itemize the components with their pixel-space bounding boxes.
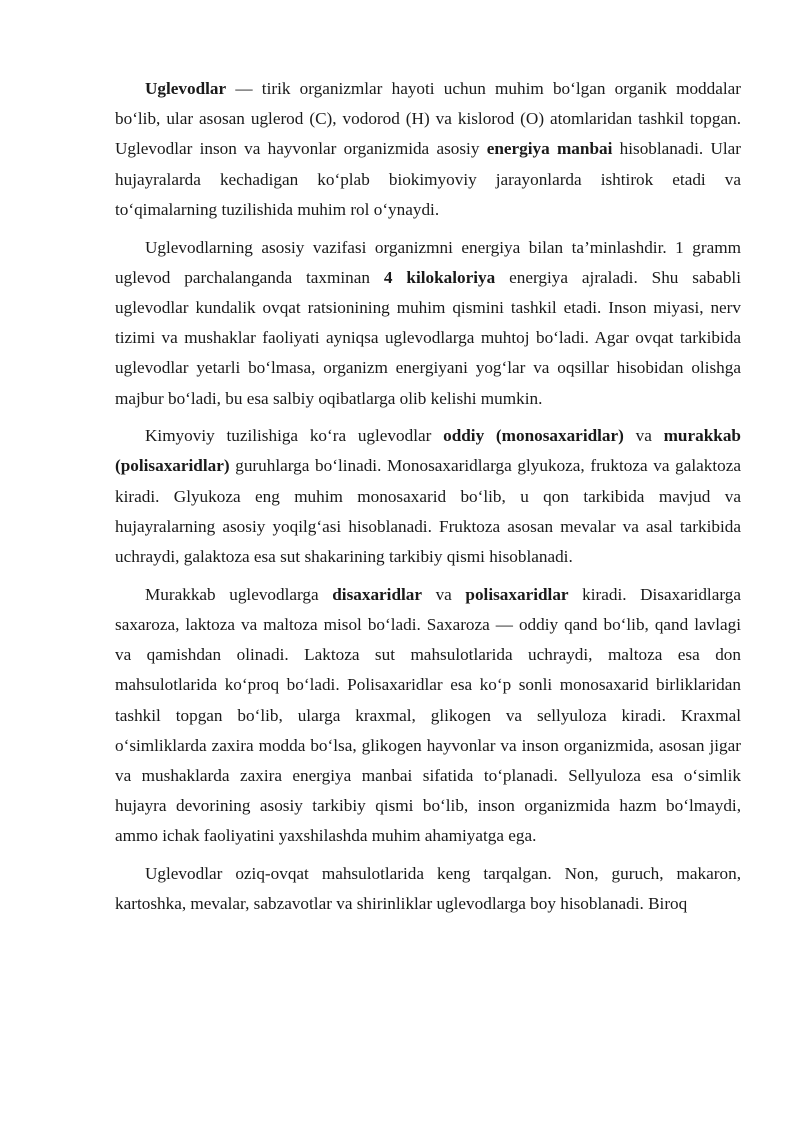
text-run: va bbox=[422, 584, 466, 604]
bold-term: energiya manbai bbox=[486, 139, 613, 159]
text-run: Kimyoviy tuzilishiga ko‘ra uglevodlar bbox=[145, 426, 444, 446]
paragraph-food-sources bbox=[115, 859, 741, 919]
bold-term: oddiy (monosaxaridlar) bbox=[443, 426, 624, 446]
text-run: Murakkab uglevodlarga bbox=[145, 584, 333, 604]
text-run: energiya ajraladi. Shu sababli uglevodlar kundalik ovqat ratsionining muhim qismini tashkil etadi. Inson miyasi, nerv tizimi va mushaklar faoliyati ayniqsa uglevodlarga muhtoj bo‘ladi. Agar ovqat tarkibida uglevodlar yetarli bo‘lmasa, organizm energiyani yog‘lar va oqsillar hisobidan olishga majbur bo‘ladi, bu esa salbiy oqibatlarga olib kelishi mumkin. bbox=[115, 267, 741, 408]
paragraph-complex-carbohydrates bbox=[115, 580, 741, 852]
bold-term: 4 kilokaloriya bbox=[383, 267, 496, 287]
text-run: kiradi. Disaxaridlarga saxaroza, laktoza va maltoza misol bo‘ladi. Saxaroza — oddiy qand bo‘lib, qand lavlagi va qamishdan olinadi. Laktoza sut mahsulotlarida uchraydi, maltoza esa don mahsulotlarida ko‘proq bo‘ladi. Polisaxaridlar esa ko‘p sonli monosaxarid birliklaridan tashkil topgan bo‘lib, ularga kraxmal, glikogen va sellyuloza kiradi. Kraxmal o‘simliklarda zaxira modda bo‘lsa, glikogen hayvonlar va inson organizmida, asosan jigar va mushaklarda zaxira energiya manbai sifatida to‘planadi. Sellyuloza esa o‘simlik hujayra devorining asosiy tarkibiy qismi bo‘lib, inson organizmida hazm bo‘lmaydi, ammo ichak faoliyatini yaxshilashda muhim ahamiyatga ega. bbox=[115, 584, 741, 846]
bold-term: disaxaridlar bbox=[332, 584, 422, 604]
text-run: — tirik organizmlar hayoti uchun muhim bo‘lgan organik moddalar bo‘lib, ular asosan uglerod (C), vodorod (H) va kislorod (O) atomlaridan tashkil topgan. Uglevodlar inson va hayvonlar organizmida asosiy bbox=[115, 79, 741, 159]
text-run: guruhlarga bo‘linadi. Monosaxaridlarga glyukoza, fruktoza va galaktoza kiradi. Glyukoza eng muhim monosaxarid bo‘lib, u qon tarkibida mavjud va hujayralarning asosiy yoqilg‘asi hisoblanadi. Fruktoza asosan mevalar va asal tarkibida uchraydi, galaktoza esa sut shakarining tarkibiy qismi hisoblanadi. bbox=[115, 456, 741, 567]
bold-term: polisaxaridlar bbox=[465, 584, 569, 604]
document-page bbox=[115, 74, 741, 927]
paragraph-classification bbox=[115, 421, 741, 572]
text-run: hisoblanadi. Ular hujayralarda kechadigan ko‘plab biokimyoviy jarayonlarda ishtirok etadi va to‘qimalarning tuzilishida muhim rol o‘ynaydi. bbox=[115, 139, 741, 219]
paragraph-carbohydrates-definition bbox=[115, 74, 741, 225]
text-run: va bbox=[623, 426, 664, 446]
bold-term: Uglevodlar bbox=[145, 79, 227, 98]
bold-term: murakkab (polisaxaridlar) bbox=[115, 426, 741, 476]
paragraph-energy-function bbox=[115, 233, 741, 414]
text-run: Uglevodlar oziq-ovqat mahsulotlarida keng tarqalgan. Non, guruch, makaron, kartoshka, mevalar, sabzavotlar va shirinliklar uglevodlarga boy hisoblanadi. Biroq bbox=[115, 864, 741, 914]
text-run: Uglevodlarning asosiy vazifasi organizmni energiya bilan ta’minlashdir. 1 gramm uglevod parchalanganda taxminan bbox=[115, 237, 741, 287]
